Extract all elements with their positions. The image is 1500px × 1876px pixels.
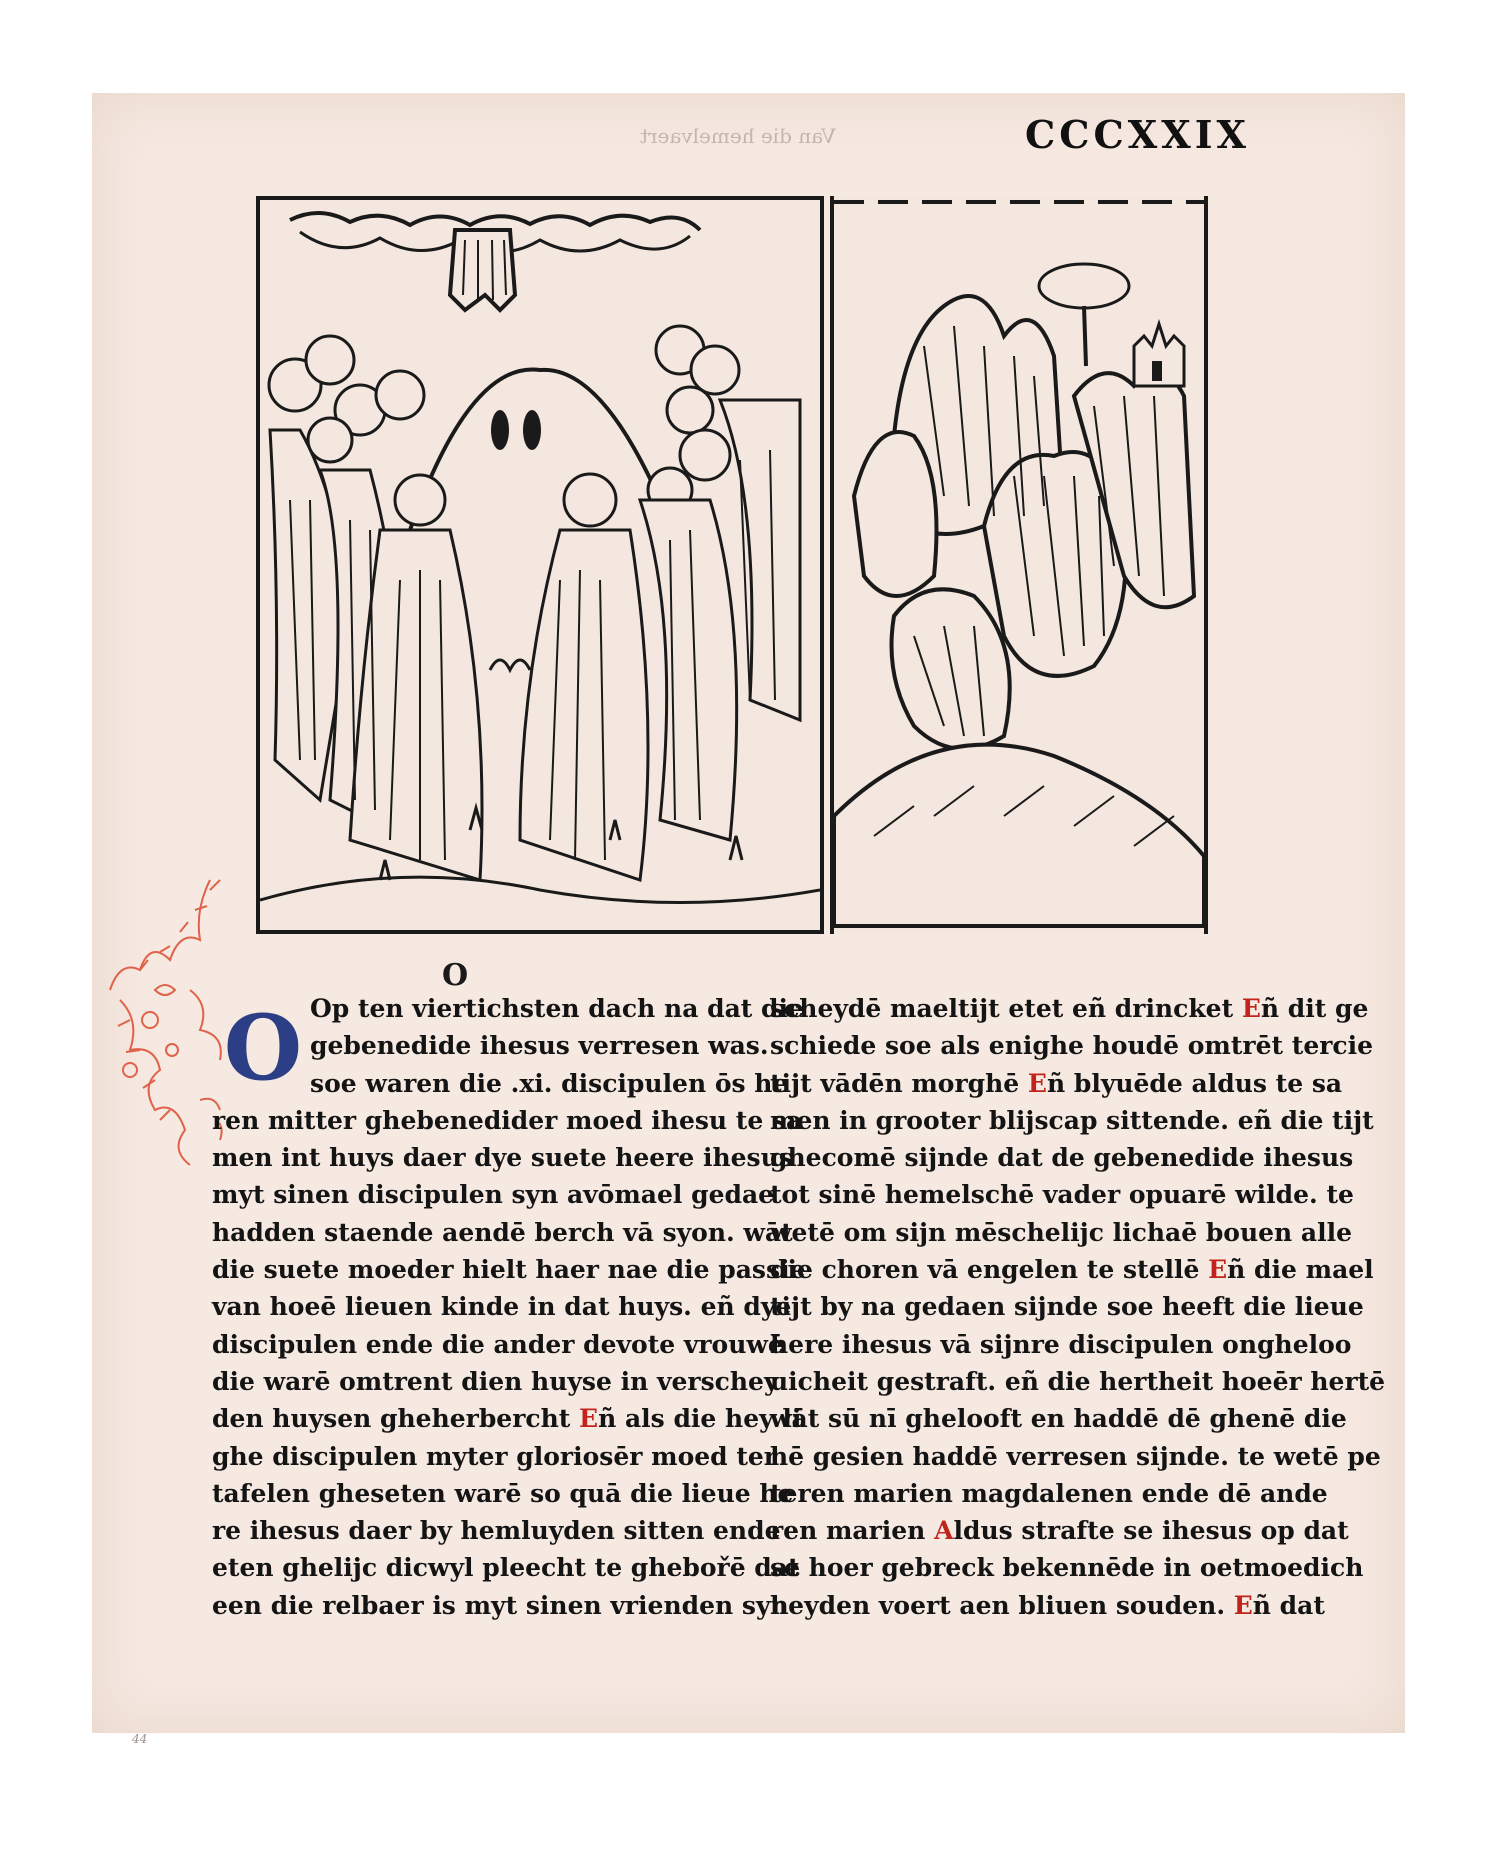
text-line <box>770 1251 1385 1288</box>
line-text: tafelen gheseten warē so quā die lieue he <box>212 1478 794 1508</box>
text-line <box>212 1176 805 1213</box>
text-line <box>212 1251 805 1288</box>
landscape-woodcut-illustration <box>834 196 1204 934</box>
text-line <box>770 1512 1385 1549</box>
text-line <box>212 1438 805 1475</box>
text-line <box>212 1400 805 1437</box>
line-text: wetē om sijn mēschelijc lichaē bouen alle <box>770 1217 1353 1247</box>
rubricated-capital: E <box>579 1404 599 1434</box>
text-line <box>770 1027 1385 1064</box>
line-text: ñ dat <box>1252 1590 1325 1620</box>
text-line <box>770 1326 1385 1363</box>
text-line <box>770 1139 1385 1176</box>
text-line <box>770 1400 1385 1437</box>
text-line <box>770 1102 1385 1139</box>
rubricated-capital: E <box>1241 994 1261 1023</box>
line-text: ren mitter ghebenedider moed ihesu te sa <box>212 1105 803 1135</box>
ascension-woodcut-illustration <box>260 200 820 930</box>
text-line <box>770 1475 1385 1512</box>
text-line <box>770 1065 1385 1102</box>
line-text: die choren vā engelen te stellē <box>770 1255 1209 1285</box>
rubricated-capital: E <box>1233 1590 1253 1620</box>
line-text: ñ die mael <box>1227 1255 1374 1285</box>
text-line <box>212 1587 805 1624</box>
text-line <box>770 1438 1385 1475</box>
line-text: den huysen gheherbercht <box>212 1404 580 1434</box>
text-line <box>770 1363 1385 1400</box>
text-line <box>212 990 805 1027</box>
line-text: tijt vādēn morghē <box>770 1068 1028 1098</box>
line-text: schiede soe als enighe houdē omtrēt tercie <box>770 1031 1374 1061</box>
text-line <box>212 1363 805 1400</box>
text-column-left <box>212 990 805 1624</box>
line-text: die suete moeder hielt haer nae die passie <box>212 1255 806 1285</box>
line-text: ren marien <box>770 1516 935 1546</box>
text-line <box>212 1102 805 1139</box>
folio-number: CCCXXIX <box>1025 112 1250 157</box>
line-text: ñ dit ge <box>1260 994 1369 1023</box>
printers-guide-letter: O <box>442 958 469 993</box>
initial-letter: O <box>223 995 303 1101</box>
text-line <box>770 990 1385 1027</box>
text-line <box>770 1214 1385 1251</box>
rubricated-capital: E <box>1208 1255 1228 1285</box>
text-line <box>212 1549 805 1586</box>
text-line <box>212 1027 805 1064</box>
line-text: men in grooter blijscap sittende. eñ die tijt <box>770 1105 1374 1135</box>
line-text: scheydē maeltijt etet eñ drincket <box>770 994 1242 1023</box>
line-text: discipulen ende die ander devote vrouwē <box>212 1329 784 1359</box>
line-text: heyden voert aen bliuen souden. <box>770 1590 1234 1620</box>
line-text: ghecomē sijnde dat de gebenedide ihesus <box>770 1143 1354 1173</box>
line-text: tot sinē hemelschē vader opuarē wilde. te <box>770 1180 1354 1210</box>
woodcut-rocky-landscape <box>830 196 1208 934</box>
woodcut-ascension <box>256 196 824 934</box>
line-text: eten ghelijc dicwyl pleecht te ghebořē dat <box>212 1553 800 1583</box>
line-text: re ihesus daer by hemluyden sitten ende <box>212 1516 781 1546</box>
line-text: hadden staende aendē berch vā syon. wāt <box>212 1217 793 1247</box>
line-text: here ihesus vā sijnre discipulen ongheloo <box>770 1329 1352 1359</box>
margin-pencil-note: 44 <box>132 1732 148 1746</box>
text-line <box>212 1326 805 1363</box>
text-line <box>212 1512 805 1549</box>
line-text: men int huys daer dye suete heere ihesus <box>212 1143 793 1173</box>
text-column-right <box>770 990 1385 1624</box>
line-text: uicheit gestraft. eñ die hertheit hoeēr hertē <box>770 1366 1386 1396</box>
line-text: ñ blyuēde aldus te sa <box>1046 1068 1343 1098</box>
text-line <box>770 1587 1385 1624</box>
line-text: gebenedide ihesus verresen was. <box>310 1031 769 1061</box>
line-text: die warē omtrent dien huyse in verschey <box>212 1366 779 1396</box>
text-line <box>770 1176 1385 1213</box>
line-text: ghe discipulen myter gloriosēr moed ter <box>212 1441 777 1471</box>
line-text: teren marien magdalenen ende dē ande <box>770 1478 1328 1508</box>
line-text: een die relbaer is myt sinen vrienden syn <box>212 1590 789 1620</box>
text-line <box>212 1214 805 1251</box>
line-text: se hoer gebreck bekennēde in oetmoedich <box>770 1553 1364 1583</box>
rubricated-capital: E <box>1027 1068 1047 1098</box>
text-line <box>770 1549 1385 1586</box>
text-line <box>212 1065 805 1102</box>
line-text: van hoeē lieuen kinde in dat huys. eñ dye <box>212 1292 792 1322</box>
text-line <box>770 1288 1385 1325</box>
line-text: hē gesien haddē verresen sijnde. te wetē pe <box>770 1441 1381 1471</box>
text-line <box>212 1475 805 1512</box>
line-text: ñ als die hey li <box>598 1404 802 1434</box>
line-text: wāt sū nī ghelooft en haddē dē ghenē die <box>770 1404 1347 1434</box>
line-text: tijt by na gedaen sijnde soe heeft die lieue <box>770 1292 1364 1322</box>
text-line <box>212 1139 805 1176</box>
text-line <box>212 1288 805 1325</box>
rubricated-capital: A <box>934 1516 954 1546</box>
line-text: soe waren die .xi. discipulen ōs he <box>310 1068 789 1098</box>
show-through-running-head: Van die hemelvaert <box>640 124 836 148</box>
line-text: ldus strafte se ihesus op dat <box>953 1516 1349 1546</box>
line-text: Op ten viertichsten dach na dat die <box>310 994 804 1023</box>
line-text: myt sinen discipulen syn avōmael gedae <box>212 1180 775 1210</box>
